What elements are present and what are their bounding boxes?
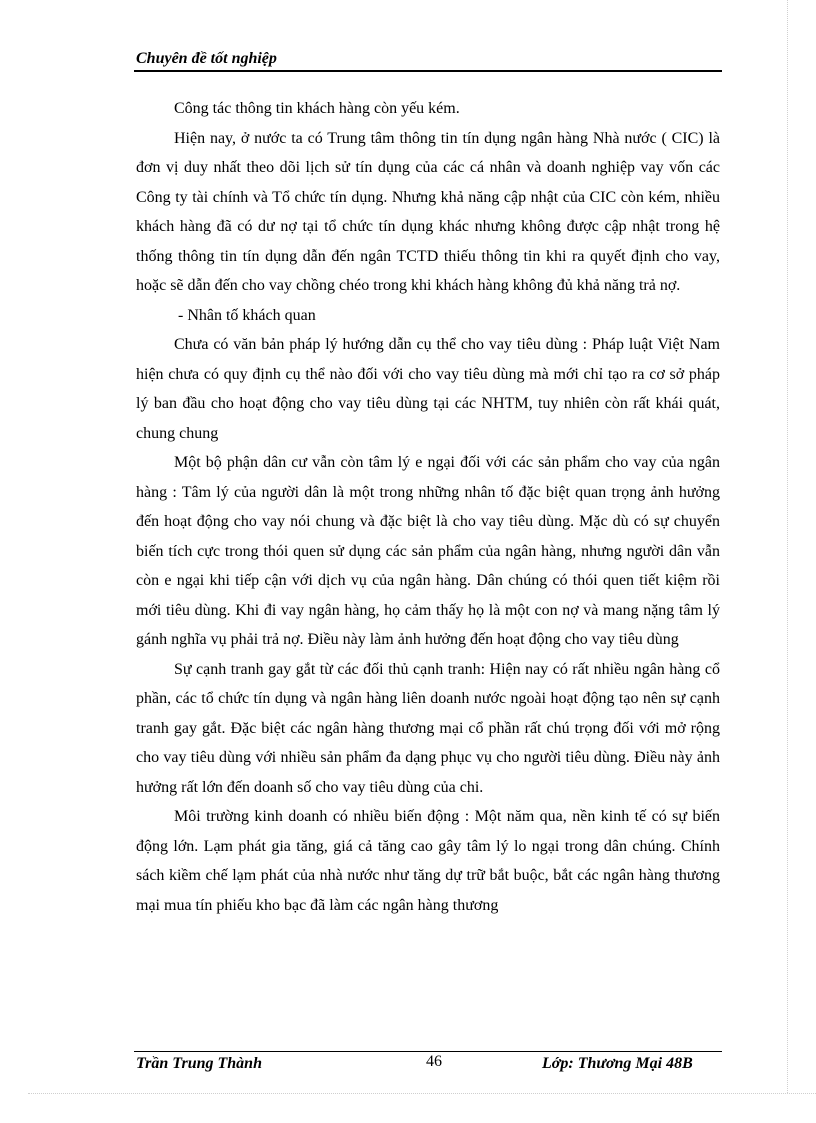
footer-class-label: Lớp: Thương Mại 48B bbox=[542, 1055, 693, 1072]
paragraph-cic: Hiện nay, ở nước ta có Trung tâm thông tin tín dụng ngân hàng Nhà nước ( CIC) là đơn vị duy nhất theo dõi lịch sử tín dụng của các cá nhân và doanh nghiệp vay vốn các Công ty tài chính và Tổ chức tín dụng. Nhưng khả năng cập nhật của CIC còn kém, nhiều khách hàng đã có dư nợ tại tổ chức tín dụng khác nhưng không được cập nhật trong hệ thống thông tin tín dụng dẫn đến ngân TCTD thiếu thông tin khi ra quyết định cho vay, hoặc sẽ dẫn đến cho vay chồng chéo trong khi khách hàng không đủ khả năng trả nợ. bbox=[136, 129, 720, 294]
header-divider bbox=[134, 70, 722, 72]
document-body bbox=[136, 94, 720, 920]
paragraph-competition: Sự cạnh tranh gay gắt từ các đối thủ cạnh tranh: Hiện nay có rất nhiều ngân hàng cổ phần, các tổ chức tín dụng và ngân hàng liên doanh nước ngoài hoạt động tạo nên sự cạnh tranh gay gắt. Đặc biệt các ngân hàng thương mại cổ phần rất chú trọng đối với mở rộng cho vay tiêu dùng với nhiều sản phẩm đa dạng phục vụ cho người tiêu dùng. Điều này ảnh hưởng rất lớn đến doanh số cho vay tiêu dùng của chi. bbox=[136, 660, 720, 796]
paragraph-objective-factors-heading: - Nhân tố khách quan bbox=[178, 306, 316, 324]
paragraph-public-psychology: Một bộ phận dân cư vẫn còn tâm lý e ngại đối với các sản phẩm cho vay của ngân hàng : Tâm lý của người dân là một trong những nhân tố đặc biệt quan trọng ảnh hưởng đến hoạt động cho vay nói chung và đặc biệt là cho vay tiêu dùng. Mặc dù có sự chuyển biến tích cực trong thói quen sử dụng các sản phẩm của ngân hàng, nhưng người dân vẫn còn e ngại khi tiếp cận với dịch vụ của ngân hàng. Dân chúng có thói quen tiết kiệm rồi mới tiêu dùng. Khi đi vay ngân hàng, họ cảm thấy họ là một con nợ và mang nặng tâm lý gánh nghĩa vụ phải trả nợ. Điều này làm ảnh hưởng đến hoạt động cho vay tiêu dùng bbox=[136, 454, 720, 648]
page-edge-right bbox=[787, 0, 788, 1093]
paragraph-customer-info: Công tác thông tin khách hàng còn yếu kém. bbox=[174, 100, 460, 117]
paragraph-legal-framework: Chưa có văn bản pháp lý hướng dẫn cụ thể cho vay tiêu dùng : Pháp luật Việt Nam hiện chưa có quy định cụ thể nào đối với cho vay tiêu dùng mà mới chỉ tạo ra cơ sở pháp lý ban đầu cho hoạt động cho vay tiêu dùng tại các NHTM, tuy nhiên còn rất khái quát, chung chung bbox=[136, 336, 720, 442]
page-number: 46 bbox=[426, 1053, 442, 1070]
footer-divider bbox=[134, 1051, 722, 1052]
paragraph-business-environment: Môi trường kinh doanh có nhiều biến động : Một năm qua, nền kinh tế có sự biến động lớn. Lạm phát gia tăng, giá cả tăng cao gây tâm lý lo ngại trong dân chúng. Chính sách kiềm chế lạm phát của nhà nước như tăng dự trữ bắt buộc, bắt các ngân hàng thương mại mua tín phiếu kho bạc đã làm các ngân hàng thương bbox=[136, 808, 720, 914]
page-edge-bottom bbox=[28, 1093, 816, 1094]
footer-author: Trần Trung Thành bbox=[136, 1055, 262, 1072]
document-header-title: Chuyên đề tốt nghiệp bbox=[136, 50, 277, 67]
